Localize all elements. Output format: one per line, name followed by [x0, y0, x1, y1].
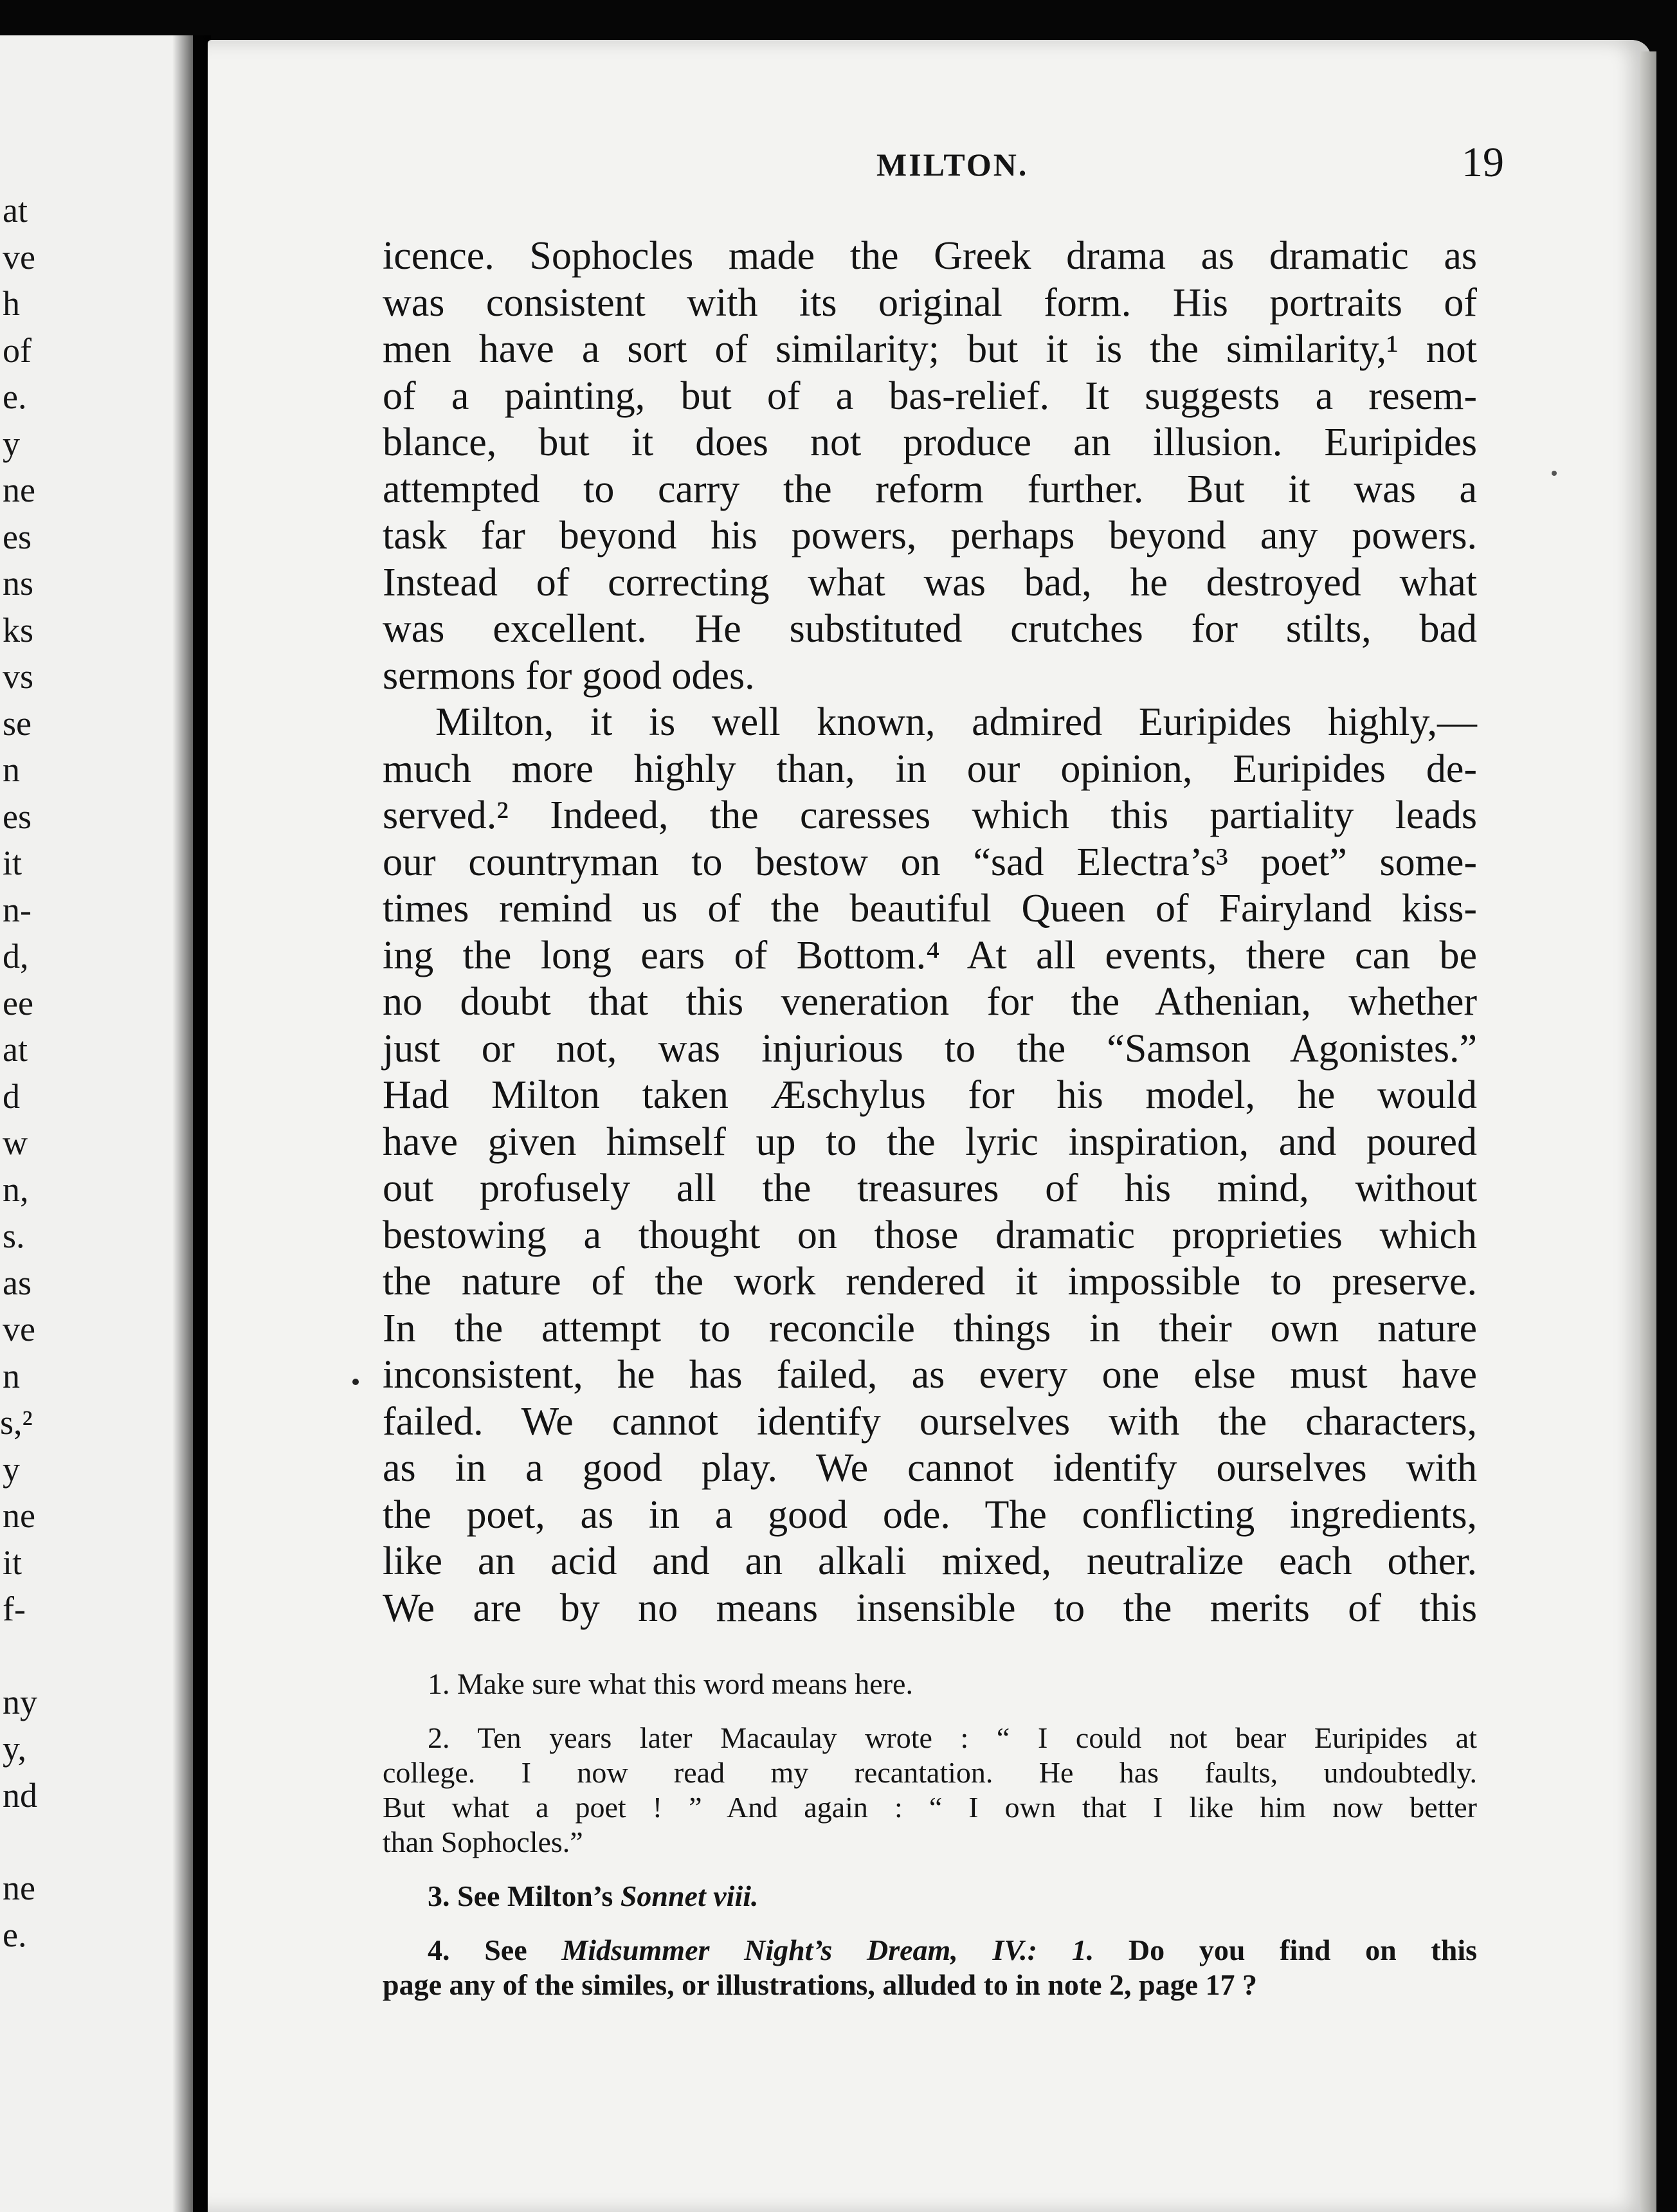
- footnote-4-work: Midsummer Night’s Dream, IV.: 1.: [561, 1934, 1094, 1966]
- left-page-text-fragment: w: [3, 1123, 28, 1162]
- footnote-3-prefix: 3. See Milton’s: [428, 1880, 621, 1912]
- left-page-text-fragment: ny: [3, 1682, 37, 1721]
- footnote-3-work: Sonnet viii.: [620, 1880, 759, 1912]
- left-page-text-fragment: y: [3, 424, 20, 463]
- left-page-text-fragment: s,²: [0, 1403, 33, 1442]
- running-head: MILTON.: [876, 147, 1029, 183]
- text-line: Milton, it is well known, admired Euripides highly,—: [435, 700, 1477, 744]
- text-line: just or not, was injurious to the “Samson Agonistes.”: [383, 1026, 1477, 1071]
- left-page-text-fragment: ks: [3, 610, 34, 649]
- left-page-text-fragment: n,: [3, 1170, 29, 1209]
- footnote-4: [383, 1933, 1477, 1968]
- text-line: have given himself up to the lyric inspiration, and poured: [383, 1120, 1477, 1164]
- text-line: icence. Sophocles made the Greek drama as dramatic as: [383, 234, 1477, 278]
- left-page-text-fragment: n-: [3, 890, 32, 929]
- text-line: We are by no means insensible to the merits of this: [383, 1586, 1477, 1630]
- right-page: [208, 40, 1651, 2212]
- left-page-text-fragment: ne: [3, 1496, 35, 1535]
- left-page-text-fragment: e.: [3, 1915, 27, 1954]
- text-line: the nature of the work rendered it impossible to preserve.: [383, 1260, 1477, 1303]
- left-page-text-fragment: it: [3, 1543, 23, 1582]
- footnote-4-suffix: Do you find on this: [1094, 1934, 1477, 1966]
- left-page-text-fragment: es: [3, 517, 32, 556]
- text-line: men have a sort of similarity; but it is the similarity,¹ not: [383, 327, 1477, 371]
- text-line: blance, but it does not produce an illusion. Euripides: [383, 421, 1477, 464]
- text-line: Had Milton taken Æschylus for his model, he would: [383, 1073, 1477, 1117]
- body-text: [383, 233, 1477, 1631]
- footnote-1: 1. Make sure what this word means here.: [428, 1667, 913, 1700]
- left-page-text-fragment: e.: [3, 377, 27, 416]
- text-line: as in a good play. We cannot identify ourselves with: [383, 1446, 1477, 1490]
- left-page-text-fragment: it: [3, 844, 23, 882]
- left-page-text-fragment: se: [3, 703, 32, 743]
- left-page-text-fragment: vs: [3, 657, 34, 696]
- text-line: served.² Indeed, the caresses which this partiality leads: [383, 793, 1477, 837]
- left-page-edge: [0, 35, 193, 2212]
- text-line: like an acid and an alkali mixed, neutralize each other.: [383, 1539, 1477, 1583]
- text-line: much more highly than, in our opinion, Euripides de-: [383, 747, 1477, 791]
- left-page-text-fragment: ns: [3, 564, 34, 603]
- text-line: our countryman to bestow on “sad Electra’s³ poet” some-: [383, 840, 1477, 884]
- left-page-text-fragment: ne: [3, 1869, 35, 1907]
- text-line: bestowing a thought on those dramatic proprieties which: [383, 1213, 1477, 1257]
- text-line: of a painting, but of a bas-relief. It suggests a resem-: [383, 374, 1477, 418]
- left-page-text-fragment: s.: [3, 1217, 25, 1255]
- footnote-2-line: college. I now read my recantation. He has faults, undoubtedly.: [383, 1756, 1477, 1789]
- left-page-text-fragment: of: [3, 331, 32, 370]
- left-page-text-fragment: as: [3, 1263, 32, 1302]
- footnote-4-line-2: page any of the similes, or illustrations, alluded to in note 2, page 17 ?: [383, 1968, 1258, 2001]
- text-line: In the attempt to reconcile things in their own nature: [383, 1306, 1477, 1350]
- page-number: 19: [1462, 139, 1504, 186]
- left-page-text-fragment: ve: [3, 237, 35, 276]
- text-line: failed. We cannot identify ourselves with the characters,: [383, 1399, 1477, 1444]
- text-line: sermons for good odes.: [383, 653, 755, 698]
- text-line: Instead of correcting what was bad, he destroyed what: [383, 560, 1477, 604]
- left-page-text-fragment: es: [3, 797, 32, 836]
- left-page-text-fragment: y,: [3, 1729, 26, 1768]
- footnote-3: [383, 1879, 1477, 1914]
- text-line: was excellent. He substituted crutches for stilts, bad: [383, 607, 1477, 651]
- footnotes: [383, 1667, 1477, 2002]
- page-edge: [1640, 51, 1656, 2212]
- footnote-4-prefix: 4. See: [428, 1934, 562, 1966]
- left-page-text-fragment: y: [3, 1449, 20, 1489]
- gutter-shadow: [172, 35, 211, 2212]
- text-line: the poet, as in a good ode. The conflicting ingredients,: [383, 1492, 1477, 1537]
- left-page-text-fragment: nd: [3, 1775, 37, 1815]
- text-line: out profusely all the treasures of his mind, without: [383, 1166, 1477, 1210]
- text-line: times remind us of the beautiful Queen of Fairyland kiss-: [383, 887, 1477, 930]
- footnote-2-line: But what a poet ! ” And again : “ I own that I like him now better: [383, 1791, 1477, 1824]
- text-line: inconsistent, he has failed, as every one else must have: [383, 1353, 1477, 1397]
- left-page-text-fragment: at: [3, 1030, 28, 1069]
- left-page-text-fragment: ve: [3, 1310, 35, 1348]
- left-page-text-fragment: ee: [3, 983, 33, 1022]
- text-line: task far beyond his powers, perhaps beyond any powers.: [383, 514, 1477, 558]
- left-page-text-fragment: n: [3, 750, 20, 789]
- left-page-text-fragment: d: [3, 1076, 20, 1116]
- left-page-text-fragment: ne: [3, 471, 35, 509]
- text-line: attempted to carry the reform further. But it was a: [383, 467, 1477, 511]
- footnote-2-line: than Sophocles.”: [383, 1826, 583, 1858]
- left-page-text-fragment: f-: [3, 1590, 26, 1628]
- left-page-text-fragment: at: [3, 191, 28, 230]
- left-page-text-fragment: n: [3, 1356, 20, 1395]
- text-line: ing the long ears of Bottom.⁴ At all events, there can be: [383, 933, 1477, 977]
- left-page-text-fragment: d,: [3, 937, 29, 975]
- footnote-2-line: 2. Ten years later Macaulay wrote : “ I could not bear Euripides at: [428, 1721, 1477, 1754]
- text-line: no doubt that this veneration for the Athenian, whether: [383, 980, 1477, 1024]
- text-line: was consistent with its original form. His portraits of: [383, 280, 1477, 325]
- print-speck: [352, 1379, 359, 1385]
- left-page-text-fragment: h: [3, 284, 20, 323]
- print-speck: [1552, 471, 1557, 476]
